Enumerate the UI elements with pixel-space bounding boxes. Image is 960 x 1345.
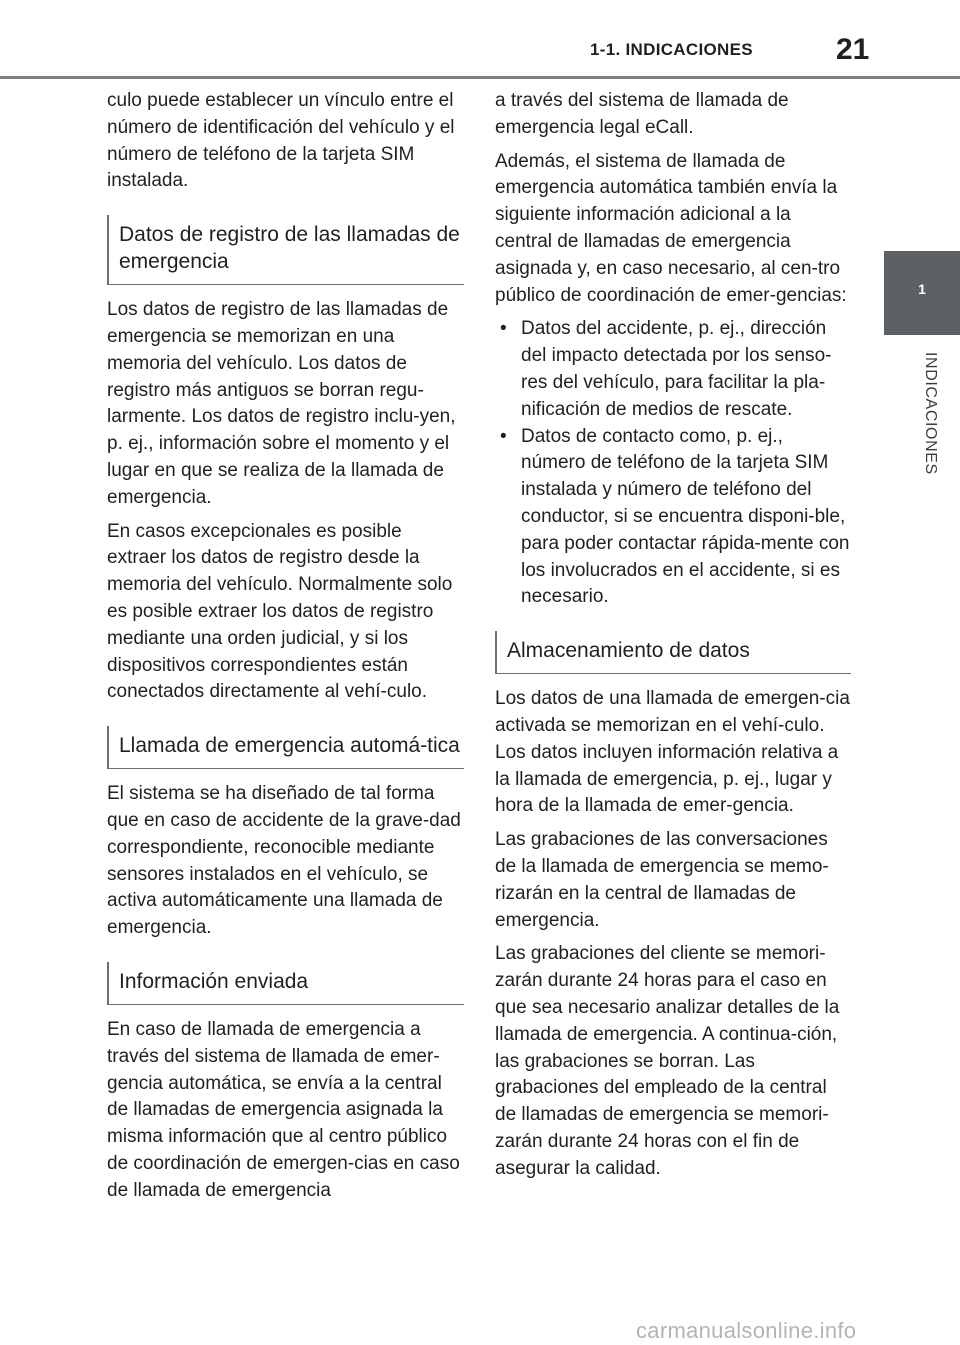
paragraph: Las grabaciones de las conversaciones de la llamada de emergencia se memo-rizarán en la central de llamadas de emergencia. [495, 829, 829, 931]
left-column [107, 88, 464, 1212]
list-item: • Datos del accidente, p. ej., dirección del impacto detectada por los senso-res del vehículo, para facilitar la pla-nificación de medios de rescate. [495, 316, 851, 423]
paragraph: Los datos de una llamada de emergen-cia activada se memorizan en el vehí-culo. Los datos incluyen información relativa a la llamada de emergencia, p. ej., lugar y hora de la llamada de emer-gencia. [495, 688, 850, 817]
paragraph: culo puede establecer un vínculo entre el número de identificación del vehículo y el número de teléfono de la tarjeta SIM instalada. [107, 90, 455, 192]
section-heading: Almacenamiento de datos [495, 631, 851, 674]
paragraph: Las grabaciones del cliente se memori-zarán durante 24 horas para el caso en que sea necesario analizar detalles de la llamada de emergencia. A continua-ción, las grabaciones se borran. Las grabaciones del empleado de la central de llamadas de emergencia se memori-zarán durante 24 horas con el fin de asegurar la calidad. [495, 943, 840, 1179]
header-rule [0, 76, 960, 79]
paragraph: a través del sistema de llamada de emergencia legal eCall. [495, 90, 789, 138]
section-label: 1-1. INDICACIONES [590, 40, 753, 59]
watermark: carmanualsonline.info [636, 1318, 857, 1343]
paragraph: El sistema se ha diseñado de tal forma que en caso de accidente de la grave-dad correspondiente, reconocible mediante sensores instalados en el vehículo, se activa automáticamente una llamada de emergencia. [107, 783, 461, 939]
chapter-number: 1 [918, 281, 926, 297]
section-heading: Datos de registro de las llamadas de emergencia [107, 215, 464, 285]
paragraph: En casos excepcionales es posible extraer los datos de registro desde la memoria del vehículo. Normalmente solo es posible extraer los datos de registro mediante una orden judicial, y si los dispositivos correspondientes están conectados directamente al vehí-culo. [107, 520, 453, 703]
page-number: 21 [836, 33, 870, 66]
chapter-tab [884, 251, 960, 335]
paragraph: Los datos de registro de las llamadas de emergencia se memorizan en una memoria del vehículo. Los datos de registro más antiguos se borran regu-larmente. Los datos de registro inclu-yen, p. ej., información sobre el momento y el lugar en que se realiza de la llamada de emergencia. [107, 299, 456, 508]
bullet-list [495, 316, 851, 611]
section-heading: Llamada de emergencia automá-tica [107, 726, 464, 769]
section-heading: Información enviada [107, 962, 464, 1005]
paragraph: Además, el sistema de llamada de emergencia automática también envía la siguiente información adicional a la central de llamadas de emergencia asignada y, en caso necesario, al cen-tro público de coordinación de emer-gencias: [495, 150, 847, 306]
paragraph: En caso de llamada de emergencia a través del sistema de llamada de emer-gencia automática, se envía a la central de llamadas de emergencia asignada la misma información que al centro público de coordinación de emergen-cias en caso de llamada de emergencia [107, 1018, 460, 1201]
right-column [495, 88, 851, 1189]
list-item: • Datos de contacto como, p. ej., número de teléfono de la tarjeta SIM instalada y número de teléfono del conductor, si se encuentra disponi-ble, para poder contactar rápida-mente con los involucrados en el accidente, si es necesario. [495, 424, 851, 612]
chapter-title: INDICACIONES [922, 352, 939, 475]
